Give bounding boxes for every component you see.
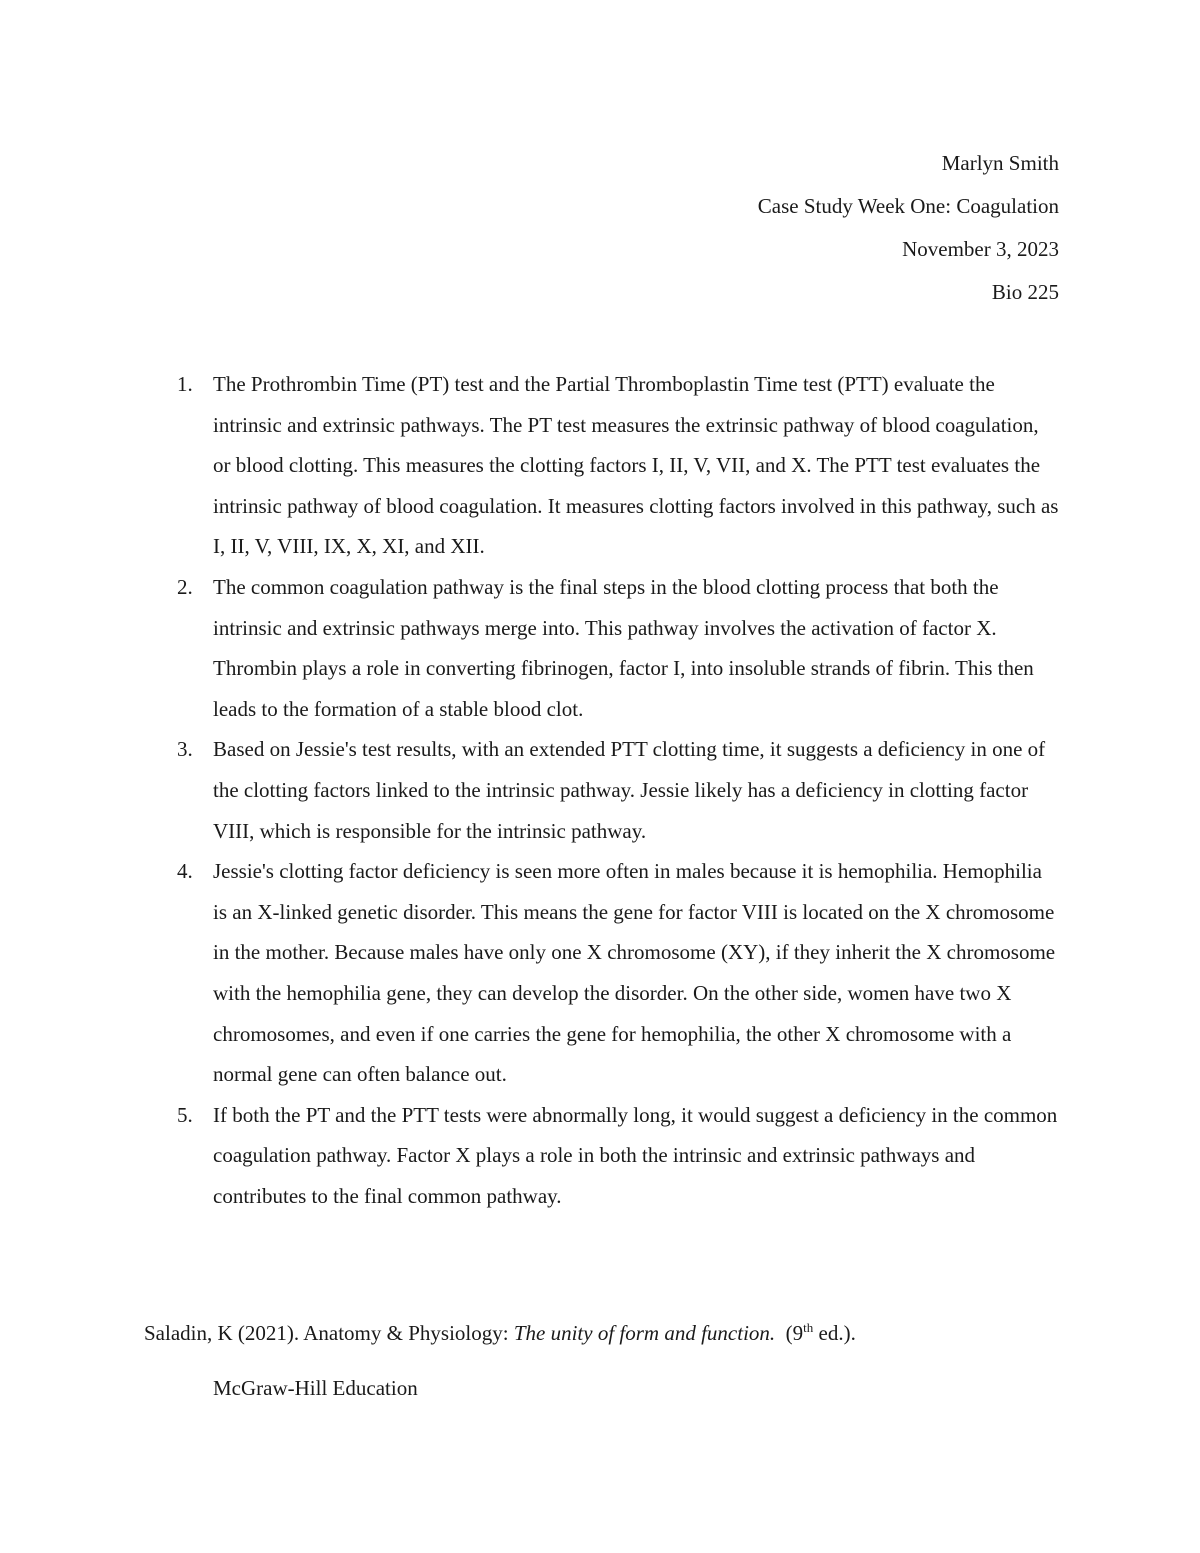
citation-edition-superscript: th (803, 1320, 814, 1335)
answer-text: Based on Jessie's test results, with an extended PTT clotting time, it suggests a deficiency in one of the clotting factors linked to the intrinsic pathway. Jessie likely has a deficiency in clotting factor VIII, which is responsible for the intrinsic pathway. (213, 737, 1046, 843)
document-date: November 3, 2023 (902, 237, 1059, 261)
list-number: 2. (177, 574, 193, 599)
citation-main-line (144, 1318, 1064, 1348)
list-number: 5. (177, 1102, 193, 1127)
list-item (172, 729, 1060, 851)
citation-prefix: Saladin, K (2021). Anatomy & Physiology: (144, 1321, 514, 1345)
answer-text: Jessie's clotting factor deficiency is seen more often in males because it is hemophilia. Hemophilia is an X-linked genetic disorder. This means the gene for factor VIII is located on the X chromosome in the mother. Because males have only one X chromosome (XY), if they inherit the X chromosome with the hemophilia gene, they can develop the disorder. On the other side, women have two X chromosomes, and even if one carries the gene for hemophilia, the other X chromosome with a normal gene can often balance out. (213, 859, 1056, 1087)
citation-publisher: McGraw-Hill Education (213, 1376, 418, 1400)
answer-text: The common coagulation pathway is the final steps in the blood clotting process that both the intrinsic and extrinsic pathways merge into. This pathway involves the activation of factor X. Thrombin plays a role in converting fibrinogen, factor I, into insoluble strands of fibrin. This then leads to the formation of a stable blood clot. (213, 574, 1034, 721)
course-code: Bio 225 (991, 280, 1059, 304)
list-item (172, 1095, 1060, 1217)
author-name: Marlyn Smith (941, 151, 1059, 175)
assignment-title: Case Study Week One: Coagulation (757, 194, 1059, 218)
answer-text: If both the PT and the PTT tests were abnormally long, it would suggest a deficiency in the common coagulation pathway. Factor X plays a role in both the intrinsic and extrinsic pathways and contributes to the final common pathway. (213, 1102, 1058, 1208)
list-number: 1. (177, 372, 193, 396)
header-block (758, 142, 1059, 314)
reference-citation (144, 1318, 1064, 1403)
list-item (172, 364, 1060, 567)
list-item (172, 567, 1060, 729)
citation-book-title: The unity of form and function. (513, 1321, 776, 1345)
citation-edition-close: ed.). (813, 1321, 856, 1345)
answer-list (172, 364, 1060, 1216)
list-number: 4. (177, 859, 193, 884)
list-number: 3. (177, 737, 193, 762)
citation-edition-open: (9 (775, 1321, 804, 1345)
answer-text: The Prothrombin Time (PT) test and the Partial Thromboplastin Time test (PTT) evaluate the intrinsic and extrinsic pathways. The PT test measures the extrinsic pathway of blood coagulation, or blood clotting. This measures the clotting factors I, II, V, VII, and X. The PTT test evaluates the intrinsic pathway of blood coagulation. It measures clotting factors involved in this pathway, such as I, II, V, VIII, IX, X, XI, and XII. (213, 372, 1059, 559)
list-item (172, 851, 1060, 1095)
